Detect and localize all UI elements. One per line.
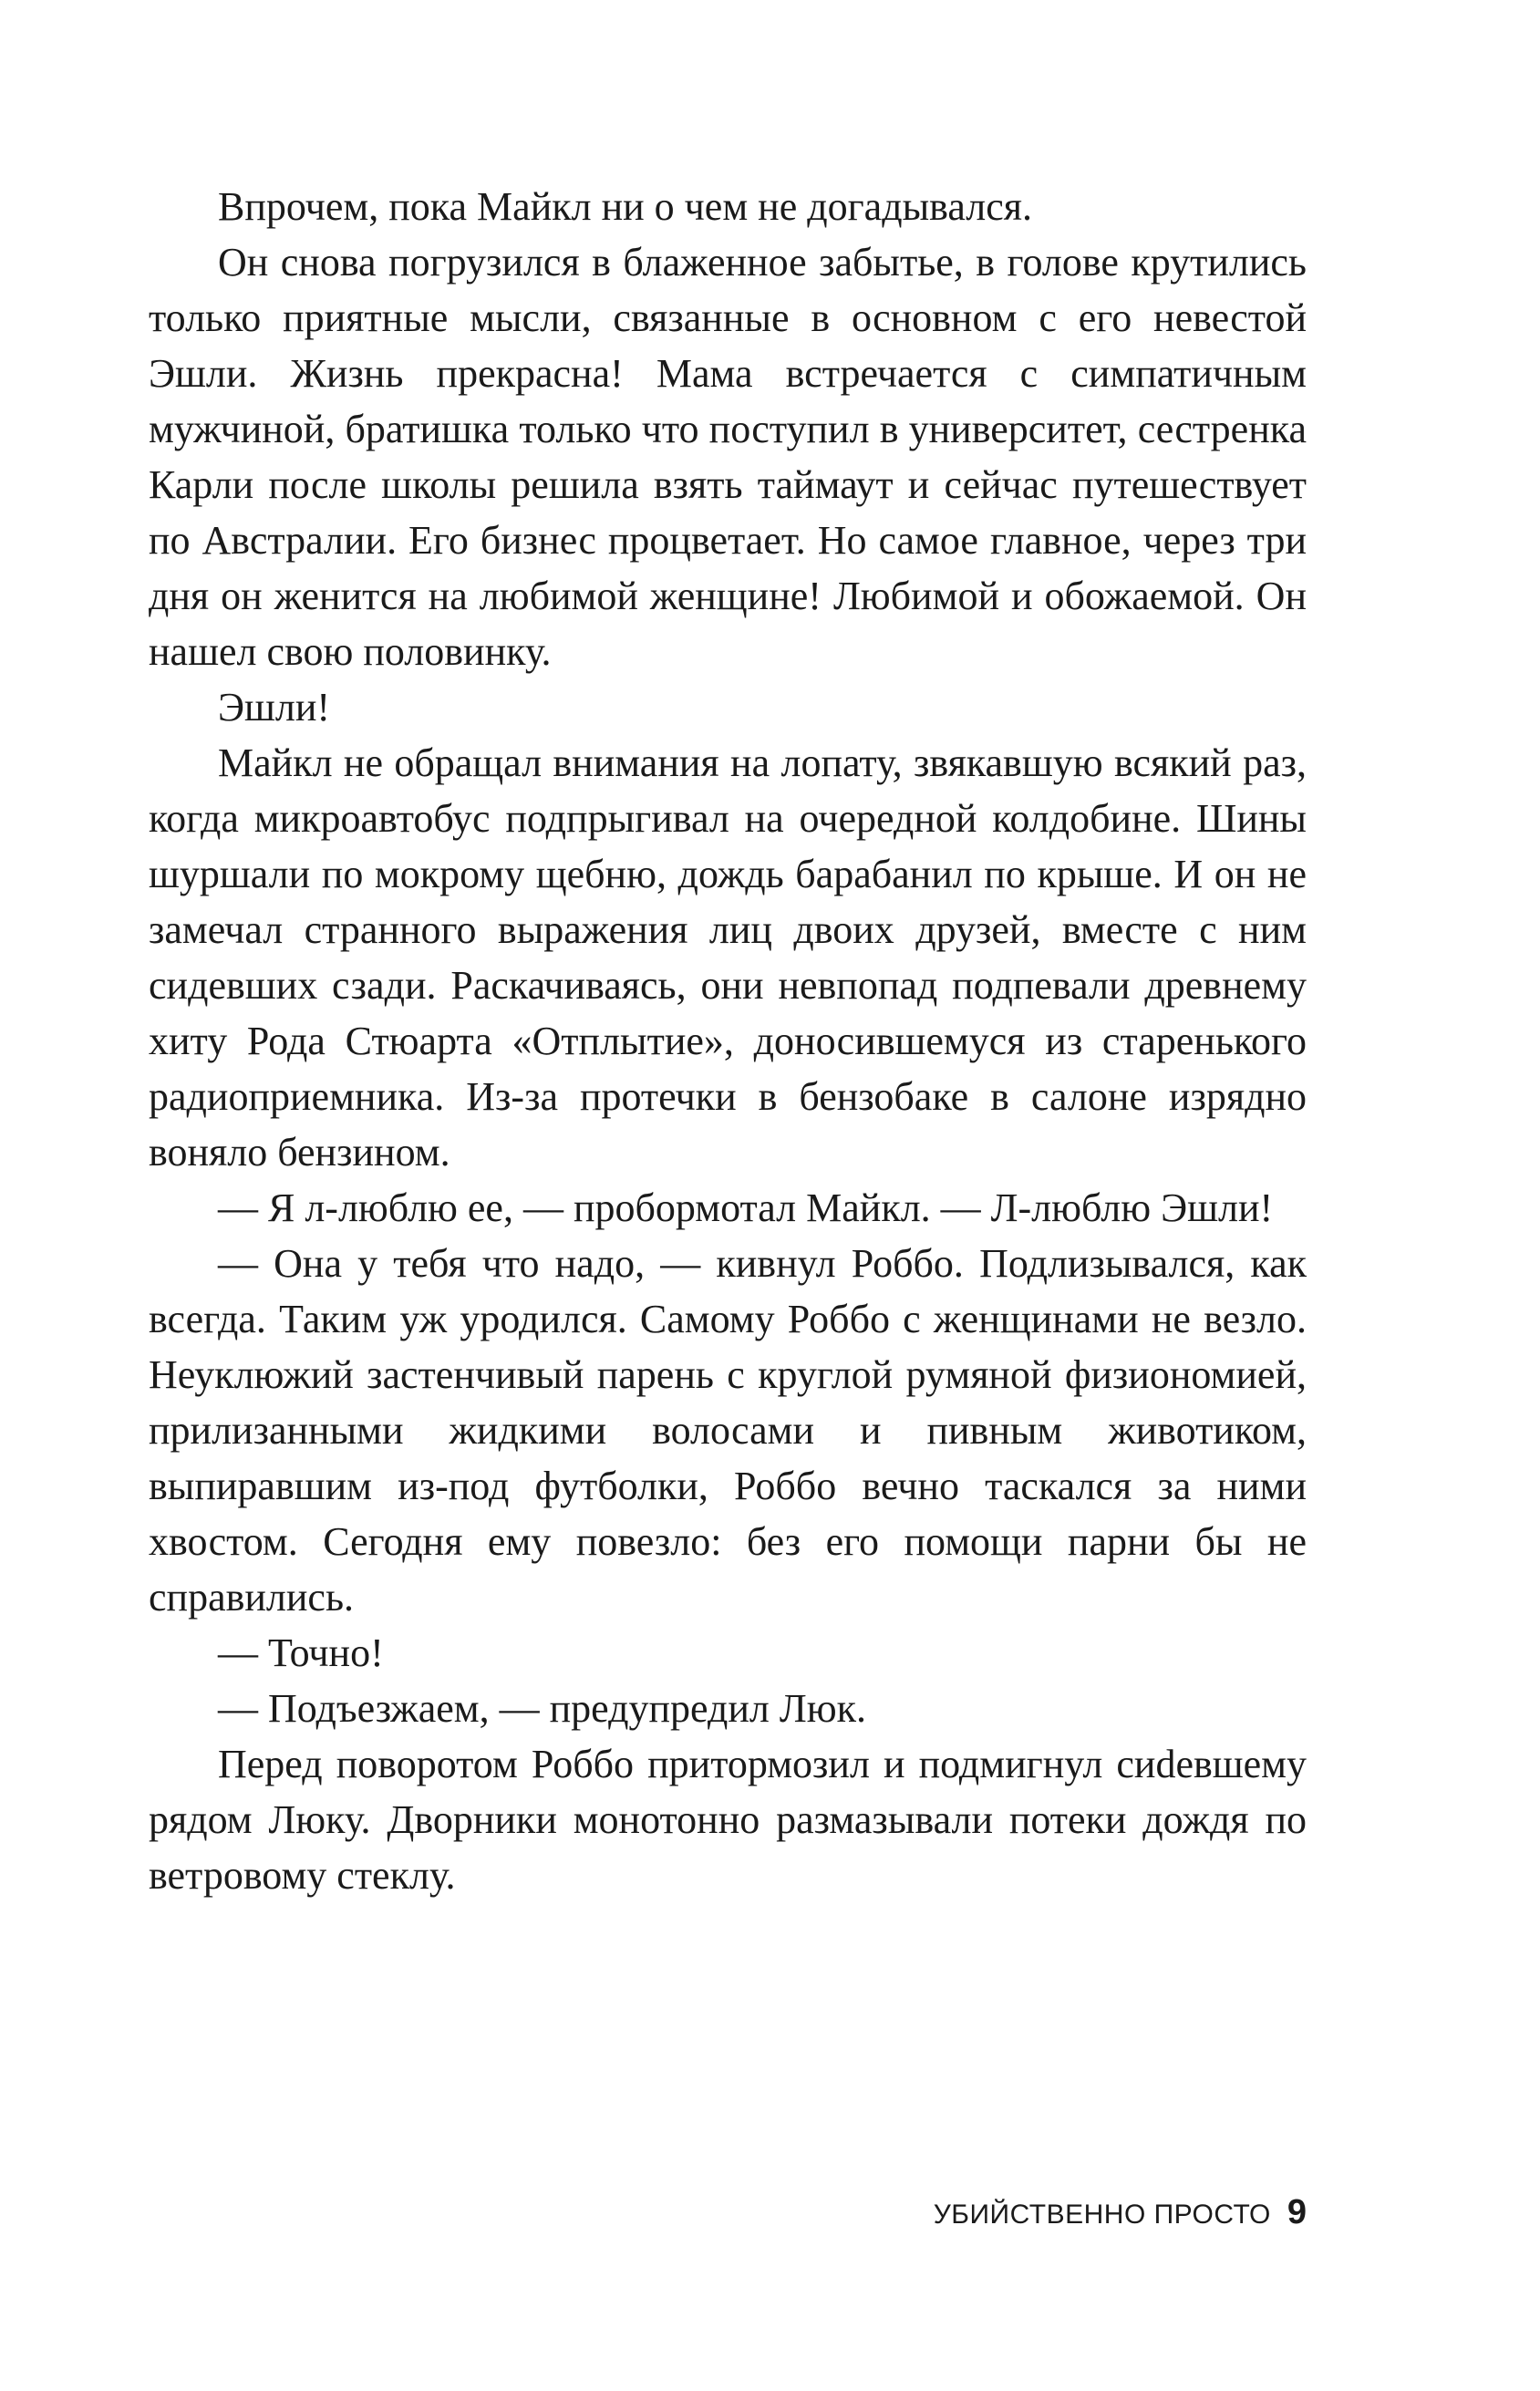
running-title: УБИЙСТВЕННО ПРОСТО [933,2200,1271,2230]
paragraph: — Она у тебя что надо, — кивнул Роббо. Подлизывался, как всегда. Таким уж уродился. Самому Роббо с женщинами не везло. Неуклюжий застенчивый парень с круглой румяной физиономией, прилизанными жидкими волосами и пивным животиком, выпиравшим из-под футболки, Роббо вечно таскался за ними хвостом. Сегодня ему повезло: без его помощи парни бы не справились. [149,1241,1307,1620]
paragraph: Майкл не обращал внимания на лопату, звякавшую всякий раз, когда микроавтобус подпрыгивал на очередной колдобине. Шины шуршали по мокрому щебню, дождь барабанил по крыше. И он не замечал странного выражения лиц двоих друзей, вместе с ним сидевших сзади. Раскачиваясь, они невпопад подпевали древнему хиту Рода Стюарта «Отплытие», доносившемуся из старенького радиоприемника. Из-за протечки в бензобаке в салоне изрядно воняло бензином. [149,740,1307,1175]
paragraph: Перед поворотом Роббо притормозил и подмигнул сиdевшему рядом Люку. Дворники монотонно размазывали потеки дождя по ветровому стеклу. [149,1742,1307,1898]
page-footer [149,2193,1307,2232]
body-text [149,179,1307,1903]
paragraph: — Подъезжаем, — предупредил Люк. [218,1686,866,1731]
paragraph: Эшли! [218,685,331,730]
paragraph: — Я л-люблю ее, — пробормотал Майкл. — Л-люблю Эшли! [218,1185,1274,1230]
page-number: 9 [1287,2193,1307,2231]
paragraph: Он снова погрузился в блаженное забытье, в голове крутились только приятные мысли, связанные в основном с его невестой Эшли. Жизнь прекрасна! Мама встречается с симпатичным мужчиной, братишка только что поступил в университет, сестренка Карли после школы решила взять таймаут и сейчас путешествует по Австралии. Его бизнес процветает. Но самое главное, через три дня он женится на любимой женщине! Любимой и обожаемой. Он нашел свою половинку. [149,240,1307,674]
paragraph: — Точно! [218,1630,384,1675]
paragraph: Впрочем, пока Майкл ни о чем не догадывался. [218,184,1032,229]
